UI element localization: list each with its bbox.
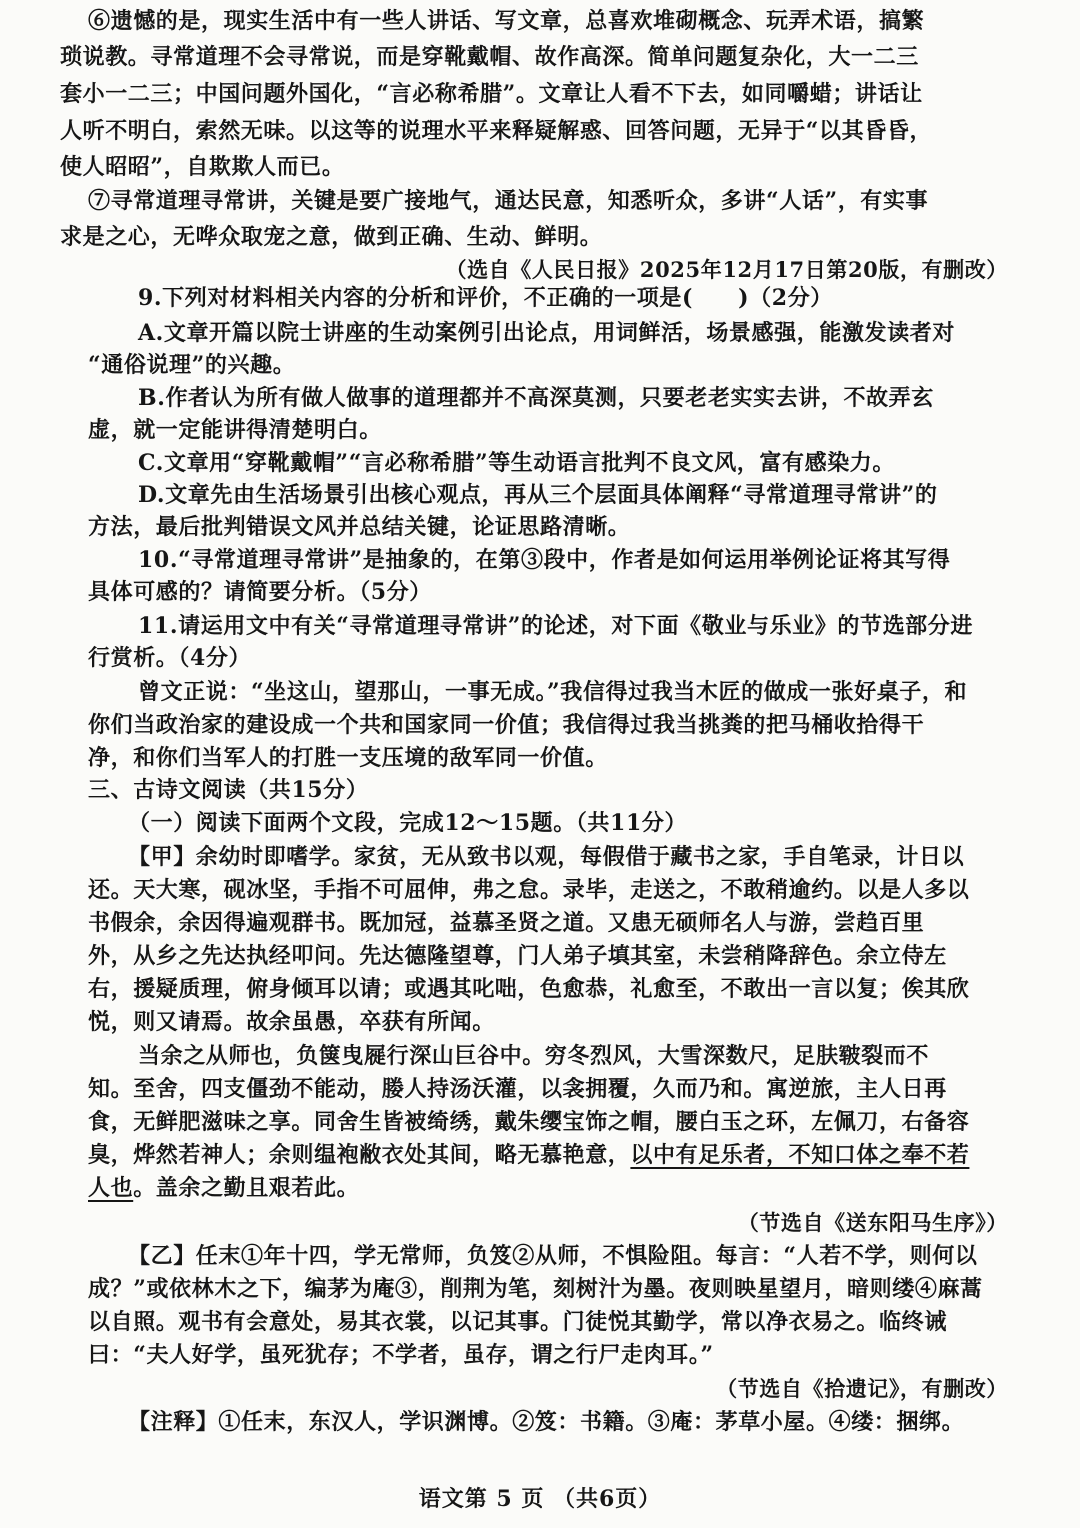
para6-line: ⑥遗憾的是，现实生活中有一些人讲话、写文章，总喜欢堆砌概念、玩弄术语，搞繁 bbox=[88, 8, 925, 34]
underlined-sentence: 以中有足乐者，不知口体之奉不若 bbox=[630, 1142, 970, 1168]
question-11: 行赏析。（4分） bbox=[88, 645, 252, 671]
underlined-sentence: 人也 bbox=[88, 1175, 134, 1201]
para6-line: 使人昭昭”，自欺欺人而已。 bbox=[60, 154, 345, 180]
page-footer: 语文第 5 页 （共6页） bbox=[418, 1486, 662, 1512]
passage-jia-line: 悦，则又请焉。故余虽愚，卒获有所闻。 bbox=[88, 1009, 495, 1035]
passage-jia-line: 食，无鲜肥滋味之享。同舍生皆被绮绣，戴朱缨宝饰之帽，腰白玉之环，左佩刀，右备容 bbox=[88, 1109, 970, 1135]
para7-line: ⑦寻常道理寻常讲，关键是要广接地气，通达民意，知悉听众，多讲“人话”，有实事 bbox=[88, 188, 929, 214]
option-d: 方法，最后批判错误文风并总结关键，论证思路清晰。 bbox=[88, 514, 631, 540]
passage-jia-line: 右，援疑质理，俯身倾耳以请；或遇其叱咄，色愈恭，礼愈至，不敢出一言以复；俟其欣 bbox=[88, 976, 970, 1002]
source-note: （节选自《拾遗记》，有删改） bbox=[716, 1376, 1008, 1401]
subsection-heading: （一）阅读下面两个文段，完成12～15题。（共11分） bbox=[128, 810, 688, 836]
annotations: 【注释】①任末，东汉人，学识渊博。②笈：书籍。③庵：茅草小屋。④缕：捆绑。 bbox=[128, 1409, 965, 1435]
passage-jia-line: 外，从乡之先达执经叩问。先达德隆望尊，门人弟子填其室，未尝稍降辞色。余立侍左 bbox=[88, 943, 947, 969]
passage-yi-line: 曰：“夫人好学，虽死犹存；不学者，虽存，谓之行尸走肉耳。” bbox=[88, 1342, 714, 1368]
para7-line: 求是之心，无哗众取宠之意，做到正确、生动、鲜明。 bbox=[60, 224, 603, 250]
passage-jia-line: 知。至舍，四支僵劲不能动，媵人持汤沃灌，以衾拥覆，久而乃和。寓逆旅，主人日再 bbox=[88, 1076, 947, 1102]
passage-text: 臭，烨然若神人；余则缊袍敝衣处其间，略无慕艳意， bbox=[88, 1142, 631, 1168]
option-d: D.文章先由生活场景引出核心观点，再从三个层面具体阐释“寻常道理寻常讲”的 bbox=[138, 482, 938, 508]
passage-yi-line: 成？”或依林木之下，编茅为庵③，削荆为笔，刻树汁为墨。夜则映星望月，暗则缕④麻蒿 bbox=[88, 1276, 983, 1302]
quote-line: 净，和你们当军人的打胜一支压境的敌军同一价值。 bbox=[88, 745, 608, 771]
para6-line: 套小一二三；中国问题外国化，“言必称希腊”。文章让人看不下去，如同嚼蜡；讲话让 bbox=[60, 81, 923, 107]
passage-jia-line: 还。天大寒，砚冰坚，手指不可屈伸，弗之怠。录毕，走送之，不敢稍逾约。以是人多以 bbox=[88, 877, 970, 903]
option-a: A.文章开篇以院士讲座的生动案例引出论点，用词鲜活，场景感强，能激发读者对 bbox=[138, 320, 955, 346]
para6-line: 人听不明白，索然无味。以这等的说理水平来释疑解惑、回答问题，无异于“以其昏昏， bbox=[60, 118, 933, 144]
quote-line: 你们当政治家的建设成一个共和国家同一价值；我信得过我当挑粪的把马桶收拾得干 bbox=[88, 712, 925, 738]
question-11: 11.请运用文中有关“寻常道理寻常讲”的论述，对下面《敬业与乐业》的节选部分进 bbox=[138, 613, 973, 639]
option-a: “通俗说理”的兴趣。 bbox=[88, 352, 296, 378]
passage-yi-line: 【乙】任末①年十四，学无常师，负笈②从师，不惧险阻。每言：“人若不学，则何以 bbox=[128, 1243, 978, 1269]
section-heading: 三、古诗文阅读（共15分） bbox=[88, 777, 369, 803]
option-b: 虚，就一定能讲得清楚明白。 bbox=[88, 417, 382, 443]
quote-line: 曾文正说：“坐这山，望那山，一事无成。”我信得过我当木匠的做成一张好桌子，和 bbox=[138, 679, 968, 705]
passage-jia-line: 【甲】余幼时即嗜学。家贫，无从致书以观，每假借于藏书之家，手自笔录，计日以 bbox=[128, 844, 965, 870]
passage-jia-line: 当余之从师也，负箧曳屣行深山巨谷中。穷冬烈风，大雪深数尺，足肤皲裂而不 bbox=[138, 1043, 930, 1069]
source-note: （节选自《送东阳马生序》） bbox=[737, 1210, 1008, 1235]
question-9: 9.下列对材料相关内容的分析和评价，不正确的一项是( )（2分） bbox=[138, 285, 833, 311]
source-note: （选自《人民日报》2025年12月17日第20版，有删改） bbox=[445, 257, 1008, 282]
question-10: 10.“寻常道理寻常讲”是抽象的，在第③段中，作者是如何运用举例论证将其写得 bbox=[138, 547, 951, 573]
question-10: 具体可感的？请简要分析。（5分） bbox=[88, 579, 432, 605]
passage-yi-line: 以自照。观书有会意处，易其衣裳，以记其事。门徒悦其勤学，常以净衣易之。临终诫 bbox=[88, 1309, 947, 1335]
passage-jia-line bbox=[88, 1173, 359, 1203]
passage-jia-line: 书假余，余因得遍观群书。既加冠，益慕圣贤之道。又患无硕师名人与游，尝趋百里 bbox=[88, 910, 925, 936]
para6-line: 琐说教。寻常道理不会寻常说，而是穿靴戴帽、故作高深。简单问题复杂化，大一二三 bbox=[60, 44, 919, 70]
passage-jia-line bbox=[88, 1140, 969, 1170]
passage-text: 。盖余之勤且艰若此。 bbox=[133, 1175, 360, 1201]
option-b: B.作者认为所有做人做事的道理都并不高深莫测，只要老老实实去讲，不故弄玄 bbox=[138, 385, 934, 411]
option-c: C.文章用“穿靴戴帽”“言必称希腊”等生动语言批判不良文风，富有感染力。 bbox=[138, 450, 896, 476]
